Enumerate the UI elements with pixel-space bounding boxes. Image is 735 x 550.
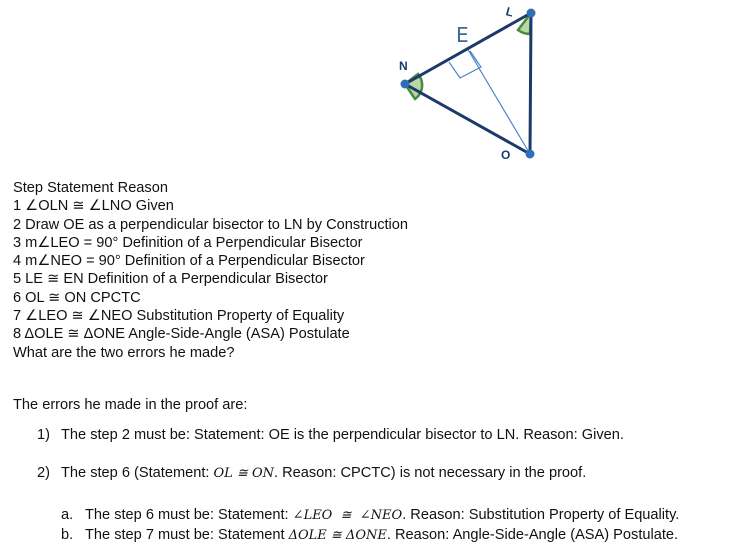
item-text-post: . Reason: Substitution Property of Equality. [402, 507, 680, 523]
item-marker: 2) [37, 465, 50, 481]
proof-step: 8 ΔOLE ≅ ΔONE Angle-Side-Angle (ASA) Postulate [13, 326, 350, 343]
proof-step: 2 Draw OE as a perpendicular bisector to LN by Construction [13, 216, 409, 233]
vertex-o [526, 150, 535, 159]
vertex-n [401, 80, 410, 89]
item-marker: a. [61, 507, 74, 523]
proof-header: Step Statement Reason [13, 180, 168, 196]
side-no [405, 84, 530, 154]
error-item-1 [37, 427, 624, 443]
label-l: L [504, 4, 516, 20]
label-o: O [501, 148, 511, 162]
item-text-pre: The step 6 (Statement: [61, 465, 214, 481]
item-text-post: . Reason: Angle-Side-Angle (ASA) Postulate. [386, 527, 679, 543]
proof-step: 4 m∠NEO = 90° Definition of a Perpendicular Bisector [13, 253, 365, 270]
sub-item-b [61, 527, 678, 543]
proof-block [13, 179, 408, 362]
item-math: ΔOLE ≅ ΔONE [288, 528, 387, 543]
item-marker: b. [61, 527, 74, 543]
proof-step: 1 ∠OLN ≅ ∠LNO Given [13, 198, 174, 215]
sub-item-a [61, 507, 679, 523]
answer-intro: The errors he made in the proof are: [13, 397, 248, 413]
proof-step: 3 m∠LEO = 90° Definition of a Perpendicular Bisector [13, 234, 363, 251]
triangle-diagram [390, 2, 550, 170]
item-text-pre: The step 6 must be: Statement: [85, 507, 293, 523]
item-text-pre: The step 7 must be: Statement [85, 527, 289, 543]
item-marker: 1) [37, 427, 50, 443]
vertex-l [527, 9, 536, 18]
item-math: ∠LEO ≅ ∠NEO [292, 508, 403, 523]
error-item-2 [37, 465, 586, 481]
item-text-post: . Reason: CPCTC) is not necessary in the proof. [274, 465, 587, 481]
question-text: What are the two errors he made? [13, 344, 235, 361]
item-text: The step 2 must be: Statement: OE is the perpendicular bisector to LN. Reason: Given. [61, 427, 624, 443]
label-n: N [399, 59, 408, 73]
right-angle-mark-inner [470, 51, 478, 63]
proof-step: 6 OL ≅ ON CPCTC [13, 289, 141, 306]
proof-step: 5 LE ≅ EN Definition of a Perpendicular Bisector [13, 271, 328, 288]
label-e: E [456, 23, 469, 47]
item-math: OL ≅ ON [213, 466, 274, 481]
side-lo [530, 13, 531, 154]
proof-step: 7 ∠LEO ≅ ∠NEO Substitution Property of Equality [13, 308, 345, 325]
segment-oe [467, 48, 530, 154]
